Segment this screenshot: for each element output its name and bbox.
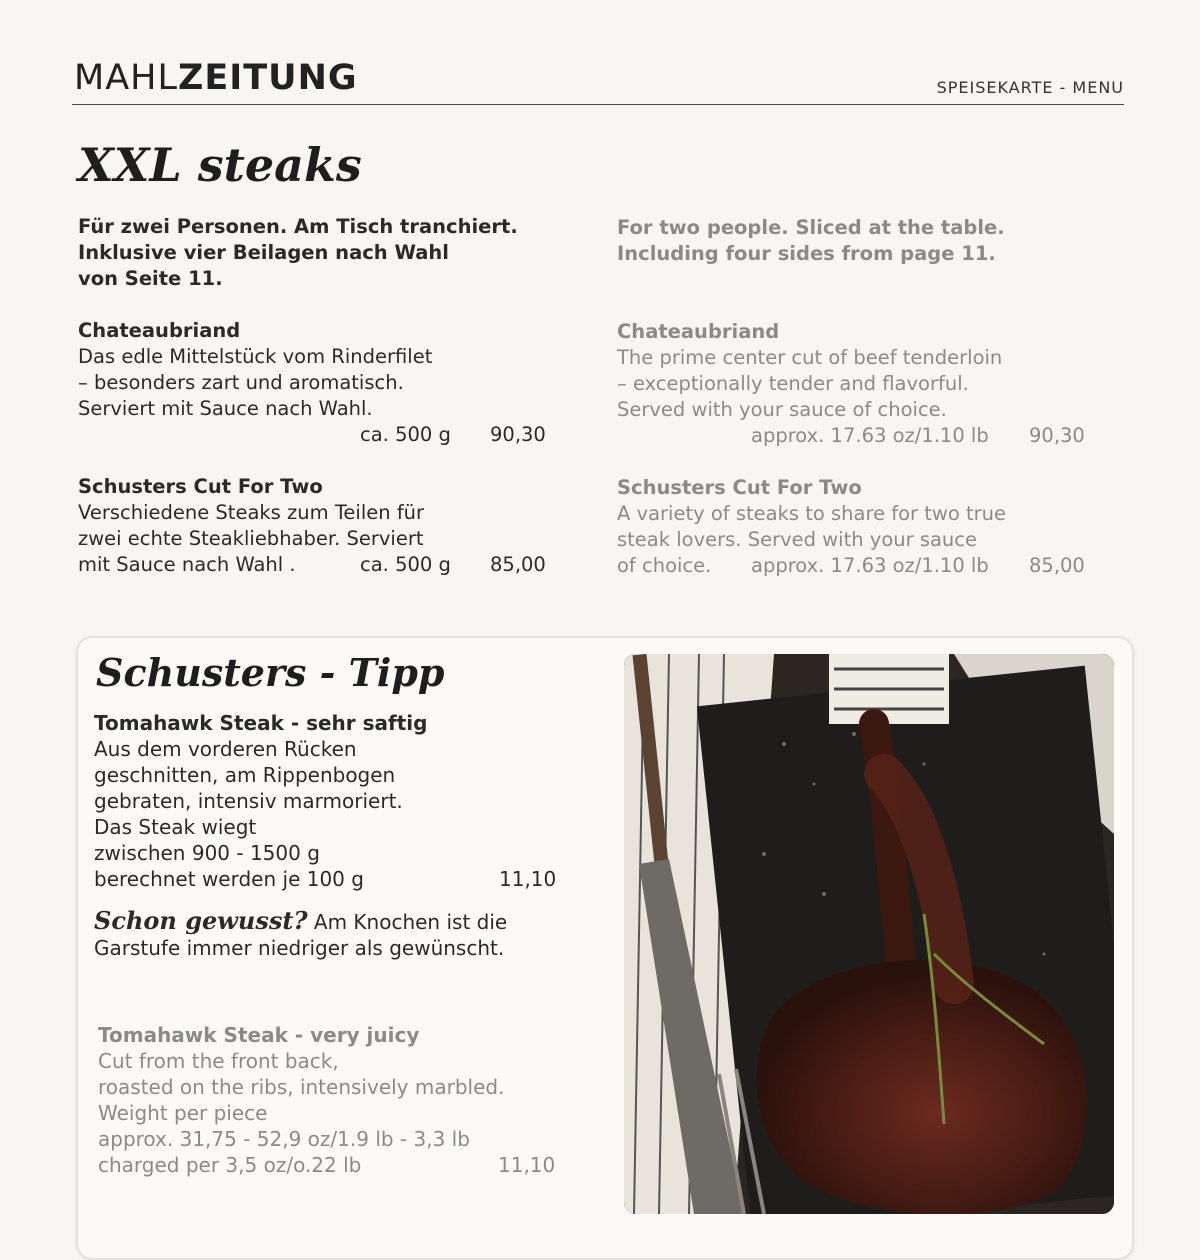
tipp-desc: charged per 3,5 oz/o.22 lb [98, 1153, 362, 1177]
tipp-desc: approx. 31,75 - 52,9 oz/1.9 lb - 3,3 lb [98, 1127, 470, 1151]
tomahawk-steak-photo [624, 654, 1114, 1214]
price-row [98, 1152, 558, 1178]
item-desc: Serviert mit Sauce nach Wahl. [78, 397, 373, 420]
menu-item [78, 474, 558, 578]
item-weight: ca. 500 g [360, 553, 451, 576]
item-desc: of choice. [617, 554, 712, 577]
tipp-desc: gebraten, intensiv marmoriert. [94, 789, 403, 813]
item-price: 90,30 [490, 423, 546, 446]
item-name: Schusters Cut For Two [78, 475, 323, 498]
page-header [72, 58, 1124, 105]
intro-line: Including four sides from page 11. [617, 242, 996, 265]
item-price: 85,00 [490, 553, 546, 576]
logo-bold: ZEITUNG [177, 58, 358, 98]
section-title: XXL steaks [78, 138, 362, 192]
did-you-know-label: Schon gewusst? [94, 906, 308, 935]
tipp-desc: zwischen 900 - 1500 g [94, 841, 320, 865]
tipp-price: 11,10 [498, 1153, 556, 1177]
tipp-item-name: Tomahawk Steak - sehr saftig [94, 711, 428, 735]
item-weight: approx. 17.63 oz/1.10 lb [751, 554, 989, 577]
did-you-know-text: Garstufe immer niedriger als gewünscht. [94, 936, 505, 960]
item-desc: zwei echte Steakliebhaber. Serviert [78, 527, 424, 550]
did-you-know-text: Am Knochen ist die [307, 910, 508, 934]
intro-line: For two people. Sliced at the table. [617, 216, 1005, 239]
tipp-item-name: Tomahawk Steak - very juicy [98, 1023, 420, 1047]
price-row [94, 866, 557, 892]
item-desc: Das edle Mittelstück vom Rinderfilet [78, 345, 433, 368]
item-desc: – besonders zart und aromatisch. [78, 371, 404, 394]
menu-label: SPEISEKARTE - MENU [936, 78, 1124, 97]
menu-item [617, 475, 1097, 579]
did-you-know [94, 908, 554, 935]
tipp-desc: berechnet werden je 100 g [94, 867, 364, 891]
menu-item [617, 319, 1097, 449]
intro-en [617, 215, 1097, 267]
tipp-desc: Das Steak wiegt [94, 815, 257, 839]
price-row [78, 422, 558, 448]
intro-line: von Seite 11. [78, 267, 223, 290]
item-desc: steak lovers. Served with your sauce [617, 528, 978, 551]
price-row [617, 553, 1097, 579]
price-row [617, 423, 1097, 449]
tipp-desc: geschnitten, am Rippenbogen [94, 763, 396, 787]
intro-line: Inklusive vier Beilagen nach Wahl [78, 241, 449, 264]
item-desc: The prime center cut of beef tenderloin [617, 346, 1003, 369]
item-weight: approx. 17.63 oz/1.10 lb [751, 424, 989, 447]
tipp-price: 11,10 [499, 867, 557, 891]
item-price: 90,30 [1029, 424, 1085, 447]
item-desc: Verschiedene Steaks zum Teilen für [78, 501, 425, 524]
tipp-desc: Cut from the front back, [98, 1049, 339, 1073]
logo [74, 58, 358, 98]
item-desc: – exceptionally tender and flavorful. [617, 372, 969, 395]
german-column [78, 214, 558, 578]
item-desc: mit Sauce nach Wahl . [78, 553, 296, 576]
item-name: Chateaubriand [617, 320, 780, 343]
price-row [78, 552, 558, 578]
steak-illustration [624, 654, 1114, 1214]
intro-de [78, 214, 558, 292]
tipp-box [76, 636, 1134, 1260]
english-column [617, 215, 1097, 579]
item-price: 85,00 [1029, 554, 1085, 577]
item-desc: A variety of steaks to share for two true [617, 502, 1007, 525]
item-desc: Served with your sauce of choice. [617, 398, 947, 421]
item-name: Schusters Cut For Two [617, 476, 862, 499]
tipp-desc: Aus dem vorderen Rücken [94, 737, 357, 761]
menu-item [78, 318, 558, 448]
tipp-title: Schusters - Tipp [96, 650, 445, 695]
tipp-german [94, 710, 557, 961]
tipp-english [98, 1022, 558, 1178]
tipp-desc: Weight per piece [98, 1101, 268, 1125]
intro-line: Für zwei Personen. Am Tisch tranchiert. [78, 215, 518, 238]
item-weight: ca. 500 g [360, 423, 451, 446]
item-name: Chateaubriand [78, 319, 241, 342]
tipp-desc: roasted on the ribs, intensively marbled. [98, 1075, 505, 1099]
logo-light: MAHL [74, 58, 178, 98]
